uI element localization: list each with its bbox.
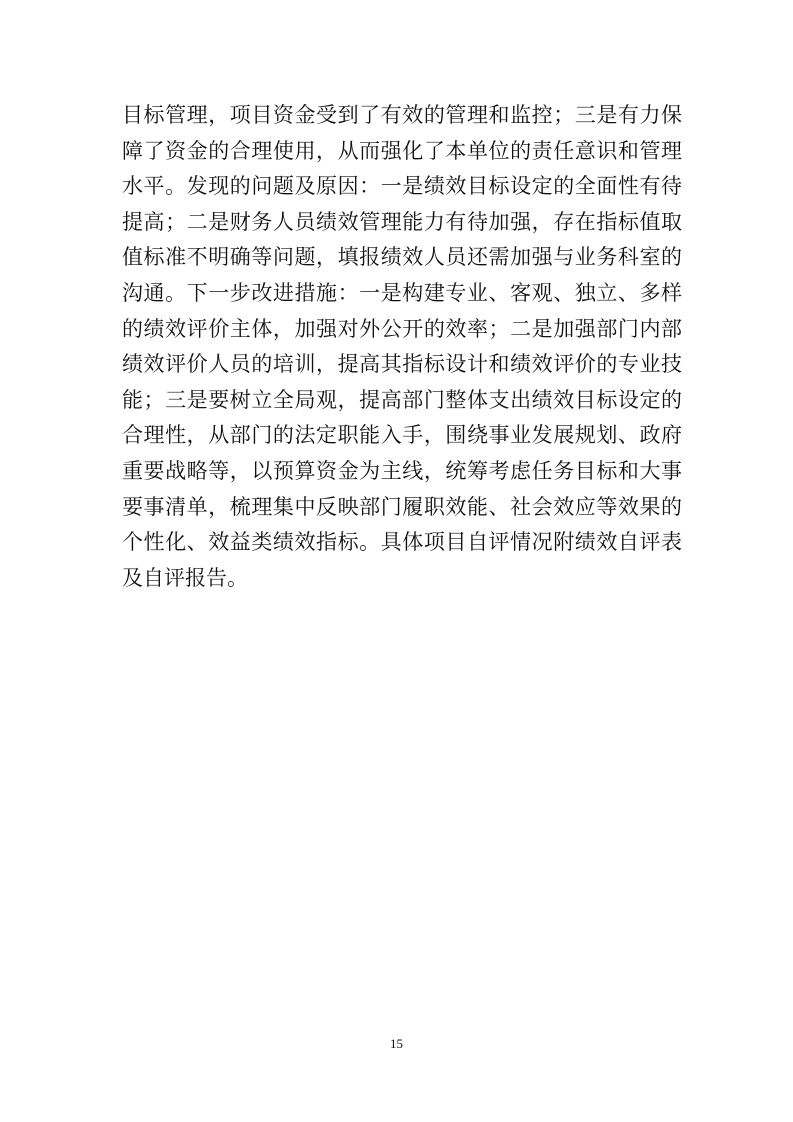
text-line: 提高；二是财务人员绩效管理能力有待加强，存在指标值取 — [122, 209, 682, 234]
text-line: 水平。发现的问题及原因：一是绩效目标设定的全面性有待 — [122, 174, 682, 199]
text-line: 合理性，从部门的法定职能入手，围绕事业发展规划、政府 — [122, 423, 682, 448]
text-line: 重要战略等，以预算资金为主线，统筹考虑任务目标和大事 — [122, 458, 682, 483]
text-line: 值标准不明确等问题，填报绩效人员还需加强与业务科室的 — [122, 245, 682, 270]
text-line: 能；三是要树立全局观，提高部门整体支出绩效目标设定的 — [122, 387, 682, 412]
text-line: 及自评报告。 — [122, 565, 248, 590]
text-line: 目标管理，项目资金受到了有效的管理和监控；三是有力保 — [122, 103, 682, 127]
text-line: 个性化、效益类绩效指标。具体项目自评情况附绩效自评表 — [122, 530, 682, 555]
text-line: 沟通。下一步改进措施：一是构建专业、客观、独立、多样 — [122, 280, 682, 305]
page-number: 15 — [390, 1036, 403, 1051]
text-line: 的绩效评价主体，加强对外公开的效率；二是加强部门内部 — [122, 316, 682, 341]
text-line: 绩效评价人员的培训，提高其指标设计和绩效评价的专业技 — [122, 352, 682, 377]
body-paragraph — [122, 98, 682, 596]
text-line: 障了资金的合理使用，从而强化了本单位的责任意识和管理 — [122, 138, 682, 163]
text-line: 要事清单，梳理集中反映部门履职效能、社会效应等效果的 — [122, 494, 682, 519]
